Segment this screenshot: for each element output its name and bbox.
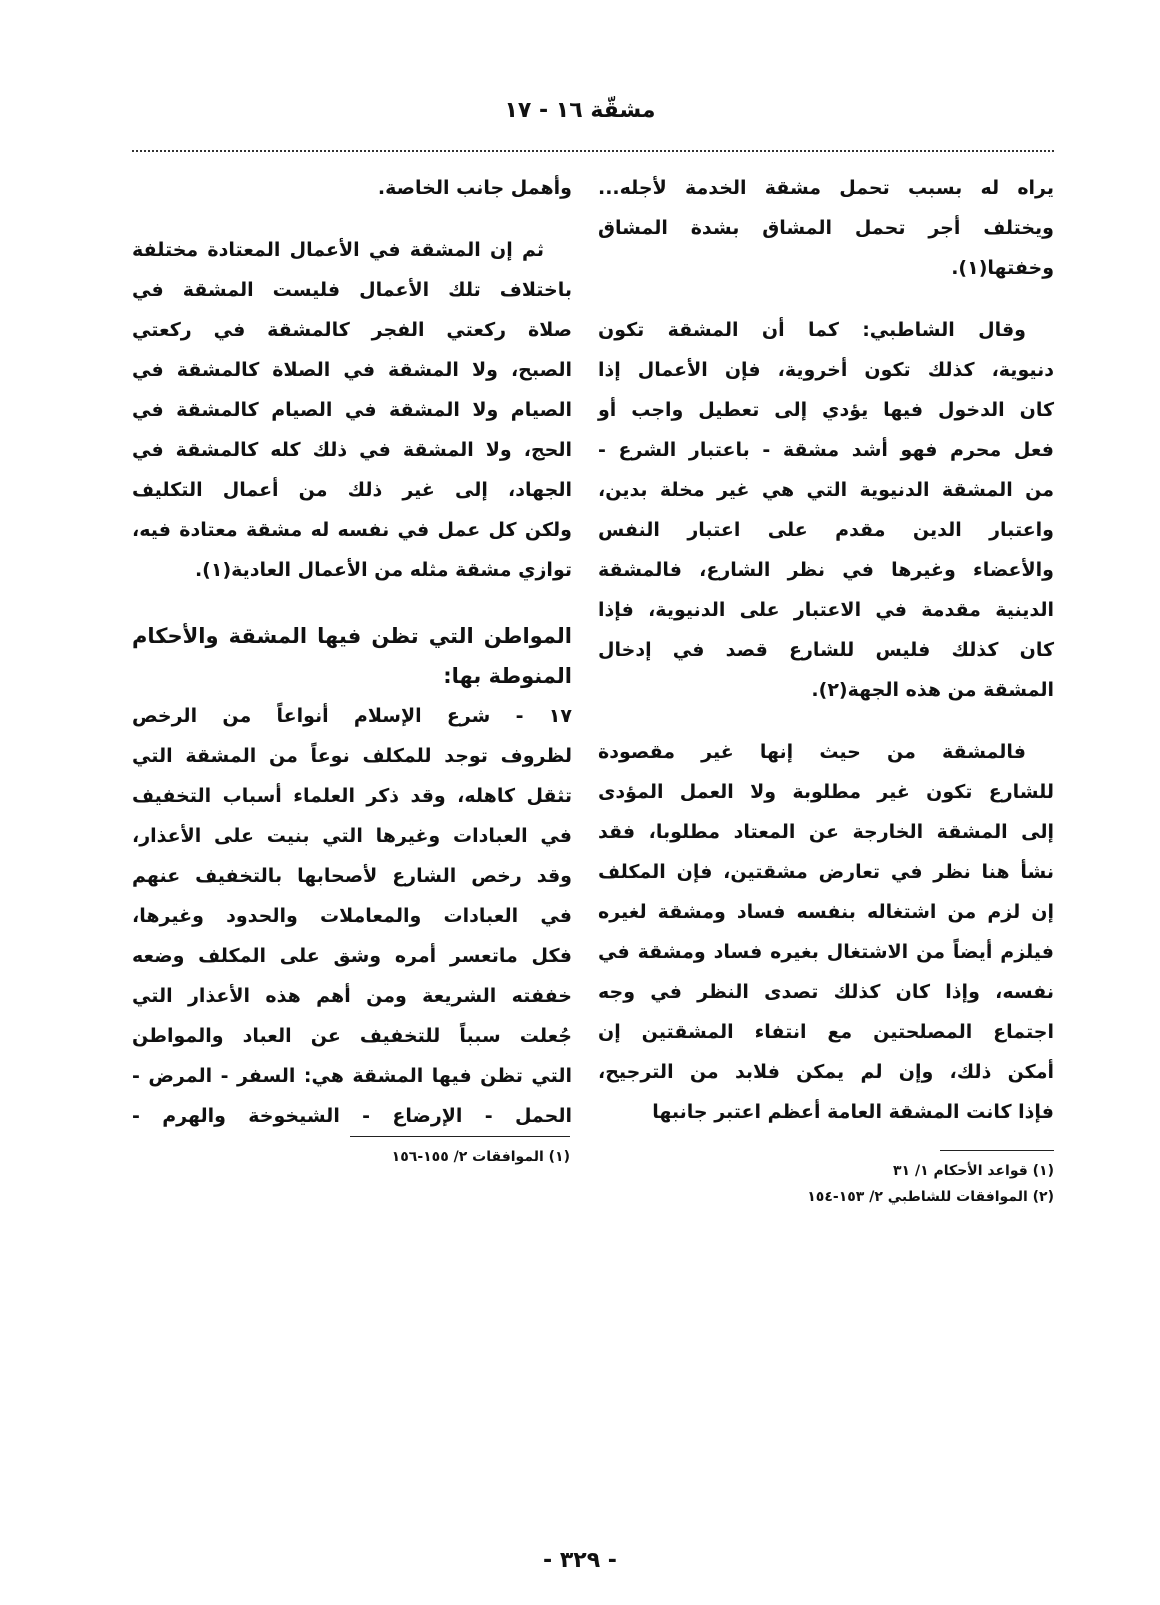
text-line: باختلاف تلك الأعمال فليست المشقة في (132, 279, 572, 301)
text-line: المنوطة بها: (443, 664, 572, 688)
page-number: - ٣٢٩ - (543, 1548, 617, 1573)
paragraph (598, 310, 1054, 710)
text-line: كان الدخول فيها يؤدي إلى تعطيل واجب أو (598, 399, 1054, 421)
text-line: فالمشقة من حيث إنها غير مقصودة (598, 741, 1026, 763)
text-line: نشأ هنا نظر في تعارض مشقتين، فإن المكلف (598, 861, 1054, 883)
text-line: لظروف توجد للمكلف نوعاً من المشقة التي (132, 745, 572, 767)
text-line: ويختلف أجر تحمل المشاق بشدة المشاق (598, 217, 1054, 239)
text-line: الدينية مقدمة في الاعتبار على الدنيوية، فإذا (598, 599, 1054, 621)
text-line: الحج، ولا المشقة في ذلك كله كالمشقة في (132, 439, 572, 461)
header-dotted-divider (132, 150, 1054, 152)
text-line: صلاة ركعتي الفجر كالمشقة في ركعتي (132, 319, 572, 341)
footnote: (٢) الموافقات للشاطبي ٢/ ١٥٣-١٥٤ (807, 1189, 1054, 1205)
text-line: والأعضاء وغيرها في نظر الشارع، فالمشقة (598, 559, 1054, 581)
text-line: جُعلت سبباً للتخفيف عن العباد والمواطن (132, 1025, 572, 1047)
text-line: وقد رخص الشارع لأصحابها بالتخفيف عنهم (132, 865, 572, 887)
text-line: اجتماع المصلحتين مع انتفاء المشقتين إن (598, 1021, 1054, 1043)
text-line: كان كذلك فليس للشارع قصد في إدخال (598, 639, 1054, 661)
text-line: ١٧ - شرع الإسلام أنواعاً من الرخص (132, 705, 572, 727)
paragraph (132, 696, 572, 1136)
text-line: أمكن ذلك، وإن لم يمكن فلابد من الترجيح، (598, 1061, 1054, 1083)
text-line: وقال الشاطبي: كما أن المشقة تكون (598, 319, 1026, 341)
text-line: فيلزم أيضاً من الاشتغال بغيره فساد ومشقة في (598, 941, 1054, 963)
text-line: المواطن التي تظن فيها المشقة والأحكام (132, 624, 572, 648)
text-line: الحمل - الإرضاع - الشيخوخة والهرم - (132, 1105, 572, 1127)
text-line: الجهاد، إلى غير ذلك من أعمال التكليف (132, 479, 572, 501)
text-line: إن لزم من اشتغاله بنفسه فساد ومشقة لغيره (598, 901, 1054, 923)
text-line: نفسه، وإذا كان كذلك تصدى النظر في وجه (598, 981, 1054, 1003)
text-line: فكل ماتعسر أمره وشق على المكلف وضعه (132, 945, 572, 967)
text-line: المشقة من هذه الجهة(٢). (811, 679, 1054, 701)
footnotes-right (807, 1158, 1054, 1210)
text-line: واعتبار الدين مقدم على اعتبار النفس (598, 519, 1054, 541)
running-header: مشقّة ١٦ - ١٧ (504, 98, 656, 123)
paragraph (132, 230, 572, 590)
text-line: التي تظن فيها المشقة هي: السفر - المرض - (132, 1065, 572, 1087)
text-line: للشارع تكون غير مطلوبة ولا العمل المؤدى (598, 781, 1054, 803)
text-line: دنيوية، كذلك تكون أخروية، فإن الأعمال إذا (598, 359, 1054, 381)
text-line: من المشقة الدنيوية التي هي غير مخلة بدين، (598, 479, 1054, 501)
text-line: ثم إن المشقة في الأعمال المعتادة مختلفة (132, 239, 544, 261)
footnote: (١) قواعد الأحكام ١/ ٣١ (893, 1163, 1054, 1179)
right-column (598, 168, 1054, 1154)
footnote-rule-left (350, 1136, 570, 1137)
text-line: ولكن كل عمل في نفسه له مشقة معتادة فيه، (132, 519, 572, 541)
text-line: إلى المشقة الخارجة عن المعتاد مطلوبا، فقد (598, 821, 1054, 843)
footnotes-left (392, 1144, 570, 1170)
paragraph (132, 168, 572, 208)
text-line: يراه له بسبب تحمل مشقة الخدمة لأجله... (598, 177, 1054, 199)
text-line: تثقل كاهله، وقد ذكر العلماء أسباب التخفيف (132, 785, 572, 807)
paragraph (598, 732, 1054, 1132)
footnote: (١) الموافقات ٢/ ١٥٥-١٥٦ (391, 1149, 570, 1165)
text-line: خففته الشريعة ومن أهم هذه الأعذار التي (132, 985, 572, 1007)
footnote-rule-right (940, 1150, 1054, 1151)
text-line: وخفتها(١). (951, 257, 1054, 279)
text-line: الصيام ولا المشقة في الصيام كالمشقة في (132, 399, 572, 421)
paragraph (598, 168, 1054, 288)
text-line: في العبادات والمعاملات والحدود وغيرها، (132, 905, 572, 927)
text-line: وأهمل جانب الخاصة. (377, 177, 572, 199)
section-heading (132, 616, 572, 696)
text-line: الصبح، ولا المشقة في الصلاة كالمشقة في (132, 359, 572, 381)
text-line: فإذا كانت المشقة العامة أعظم اعتبر جانبها (652, 1101, 1054, 1123)
text-line: فعل محرم فهو أشد مشقة - باعتبار الشرع - (598, 439, 1054, 461)
text-line: توازي مشقة مثله من الأعمال العادية(١). (194, 559, 572, 581)
left-column (132, 168, 572, 1158)
text-line: في العبادات وغيرها التي بنيت على الأعذار، (132, 825, 572, 847)
